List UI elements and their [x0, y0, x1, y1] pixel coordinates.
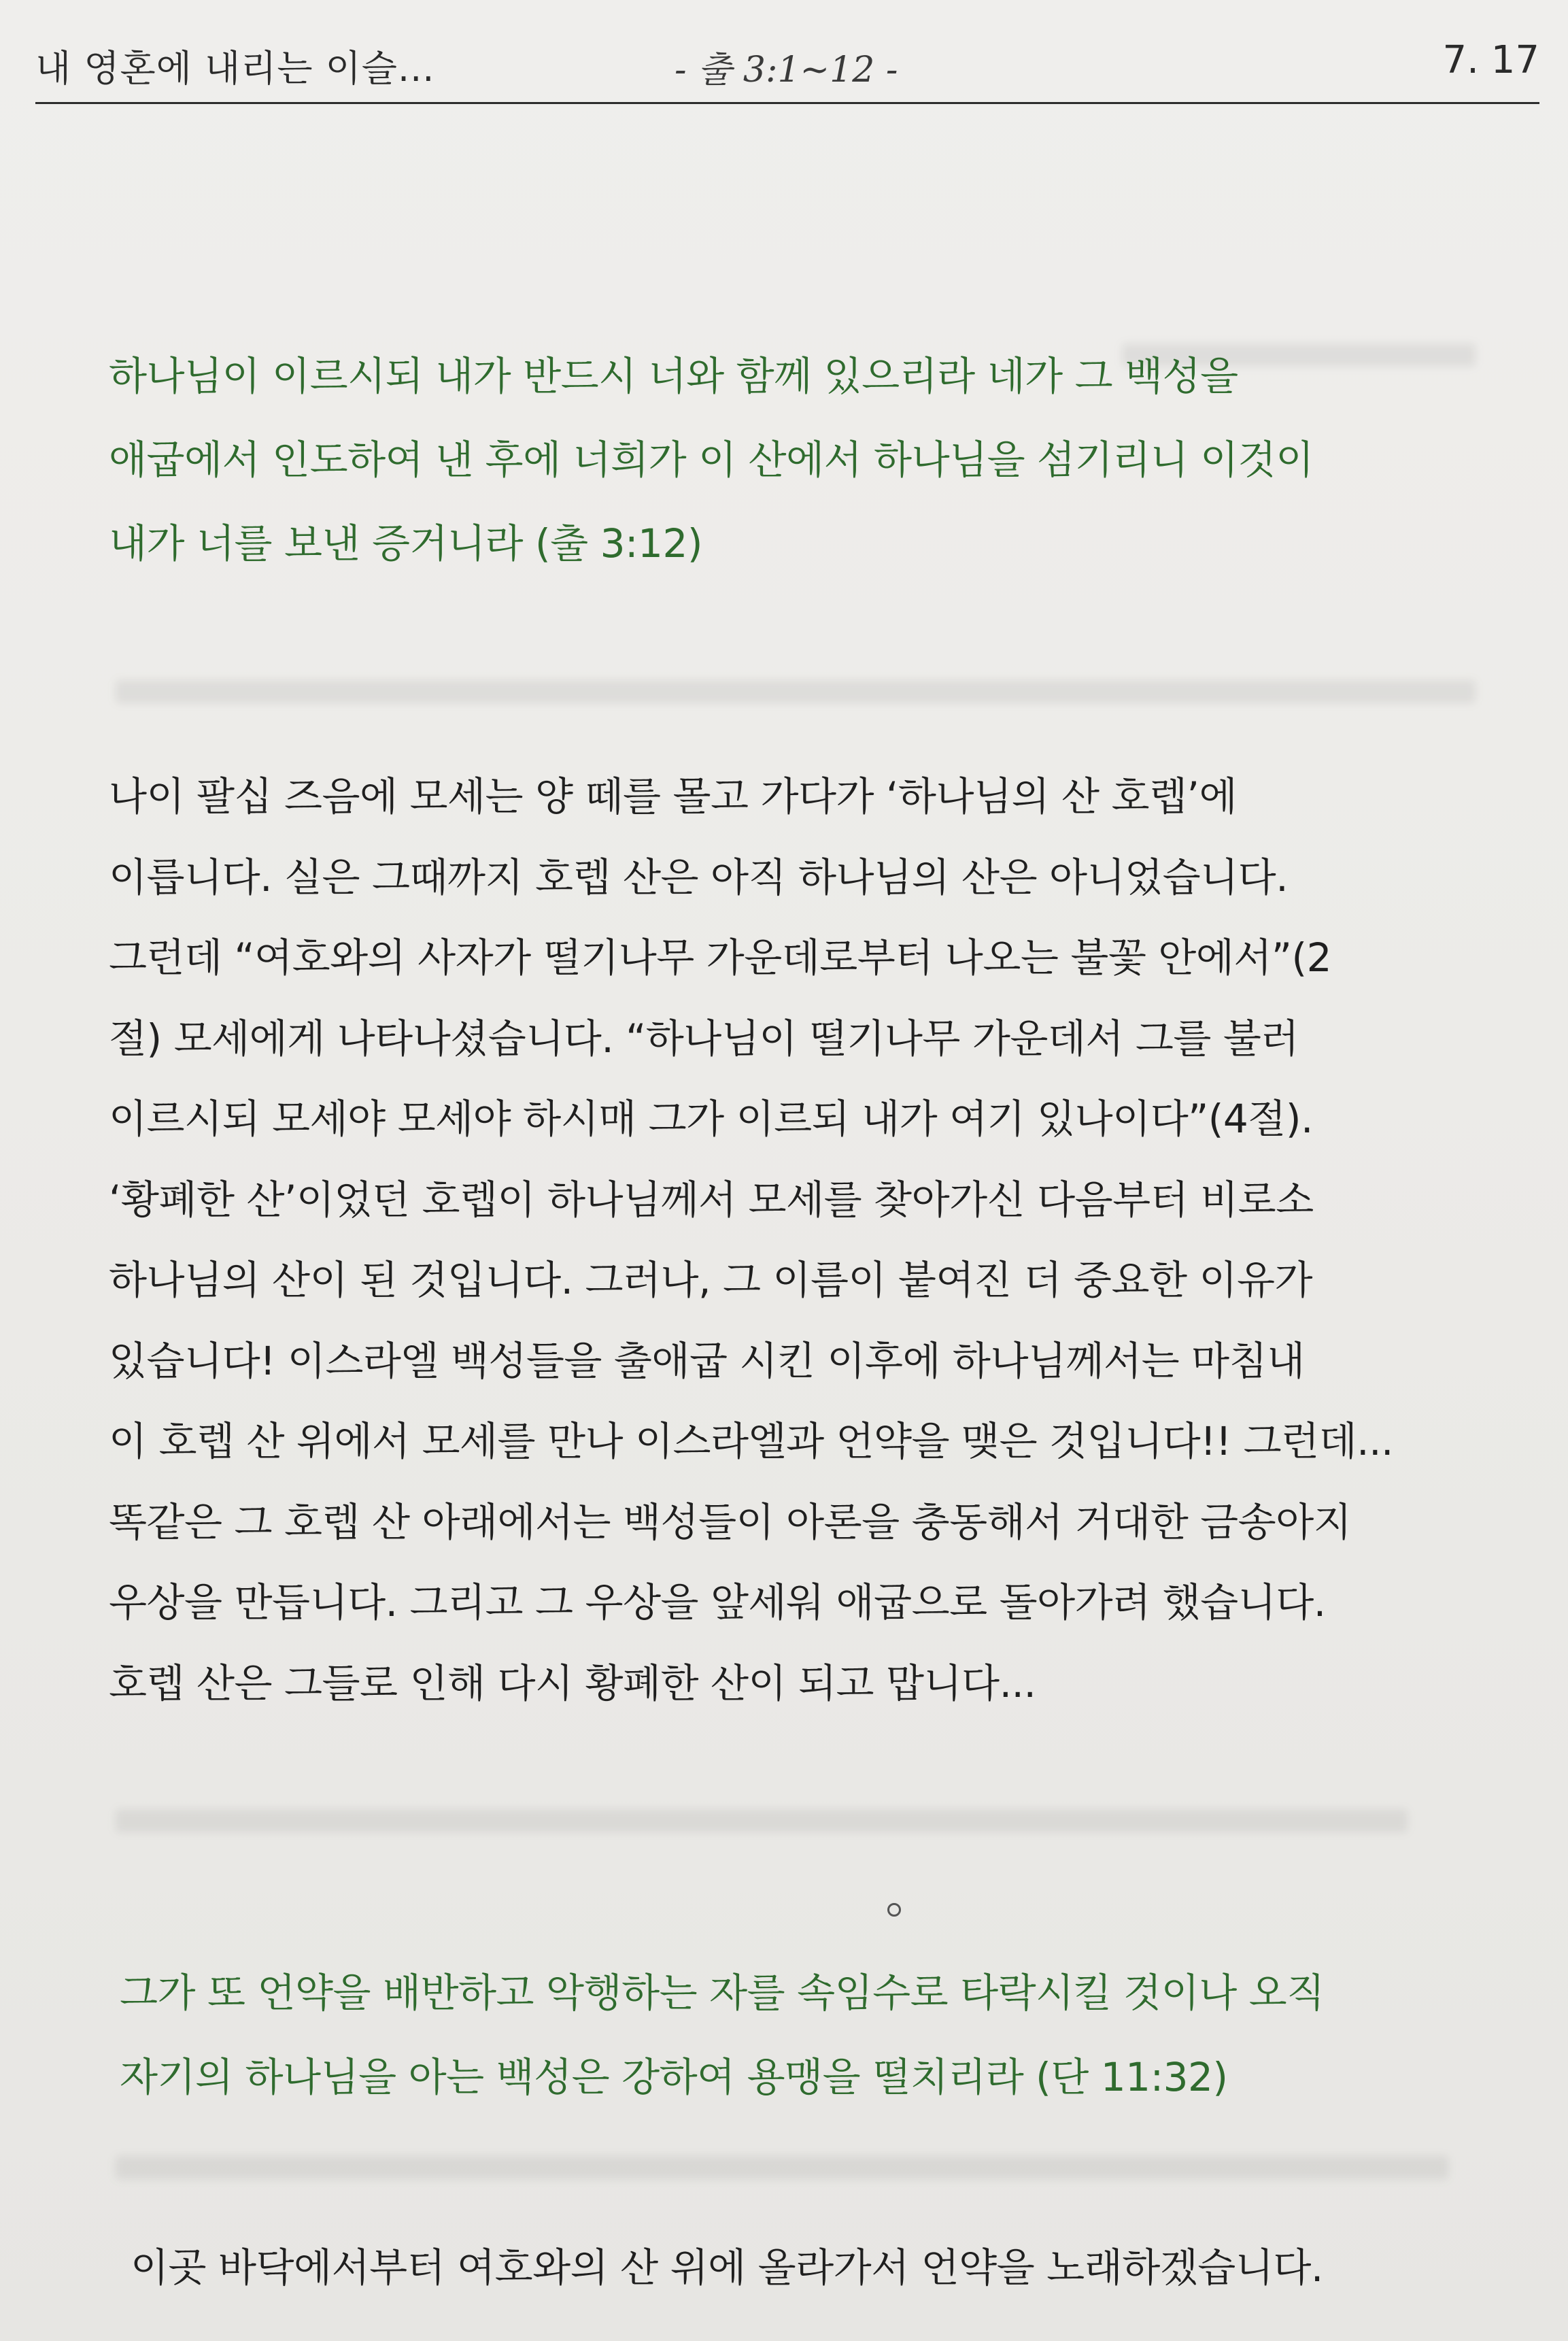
body-line: 이 호렙 산 위에서 모세를 만나 이스라엘과 언약을 맺은 것입니다!! 그런데... — [109, 1418, 1393, 1464]
body-line: 나이 팔십 즈음에 모세는 양 떼를 몰고 가다가 ‘하나님의 산 호렙’에 — [109, 773, 1237, 820]
verse-line: 그가 또 언약을 배반하고 악행하는 자를 속임수로 타락시킬 것이나 오직 — [120, 1970, 1325, 2016]
page-date: 7. 17 — [1442, 38, 1539, 82]
body-line: ‘황폐한 산’이었던 호렙이 하나님께서 모세를 찾아가신 다음부터 비로소 — [109, 1176, 1314, 1223]
book-title: 내 영혼에 내리는 이슬... — [35, 47, 435, 90]
key-verse — [109, 335, 1510, 586]
bleed-through-shadow — [116, 2156, 1448, 2179]
bleed-through-shadow — [116, 680, 1476, 703]
body-line: 있습니다! 이스라엘 백성들을 출애굽 시킨 이후에 하나님께서는 마침내 — [109, 1337, 1305, 1384]
bleed-through-shadow — [116, 1809, 1408, 1832]
header-divider — [35, 102, 1539, 104]
scripture-reference: - 출 3:1~12 - — [675, 50, 898, 90]
body-line: 우상을 만듭니다. 그리고 그 우상을 앞세워 애굽으로 돌아가려 했습니다. — [109, 1579, 1326, 1626]
closing-line: 이곳 바닥에서부터 여호와의 산 위에 올라가서 언약을 노래하겠습니다. — [131, 2244, 1323, 2291]
verse-line: 자기의 하나님을 아는 백성은 강하여 용맹을 떨치리라 (단 11:32) — [120, 2054, 1228, 2100]
body-line: 절) 모세에게 나타나셨습니다. “하나님이 떨기나무 가운데서 그를 불러 — [109, 1015, 1299, 1062]
body-line: 그런데 “여호와의 사자가 떨기나무 가운데로부터 나오는 불꽃 안에서”(2 — [109, 934, 1331, 981]
body-line: 이릅니다. 실은 그때까지 호렙 산은 아직 하나님의 산은 아니었습니다. — [109, 854, 1289, 900]
body-line: 똑같은 그 호렙 산 아래에서는 백성들이 아론을 충동해서 거대한 금송아지 — [109, 1498, 1352, 1545]
closing-resolution — [131, 2227, 1531, 2308]
verse-line: 하나님이 이르시되 내가 반드시 너와 함께 있으리라 네가 그 백성을 — [109, 353, 1238, 399]
meditation-body — [109, 756, 1510, 1723]
supporting-verse — [120, 1951, 1520, 2119]
section-ornament-circle — [887, 1903, 901, 1917]
verse-line: 내가 너를 보낸 증거니라 (출 3:12) — [109, 520, 702, 567]
body-line: 호렙 산은 그들로 인해 다시 황폐한 산이 되고 맙니다... — [109, 1660, 1036, 1706]
page-header — [35, 30, 1539, 105]
body-line: 하나님의 산이 된 것입니다. 그러나, 그 이름이 붙여진 더 중요한 이유가 — [109, 1257, 1313, 1303]
body-line: 이르시되 모세야 모세야 하시매 그가 이르되 내가 여기 있나이다”(4절). — [109, 1096, 1313, 1142]
verse-line: 애굽에서 인도하여 낸 후에 너희가 이 산에서 하나님을 섬기리니 이것이 — [109, 437, 1314, 483]
